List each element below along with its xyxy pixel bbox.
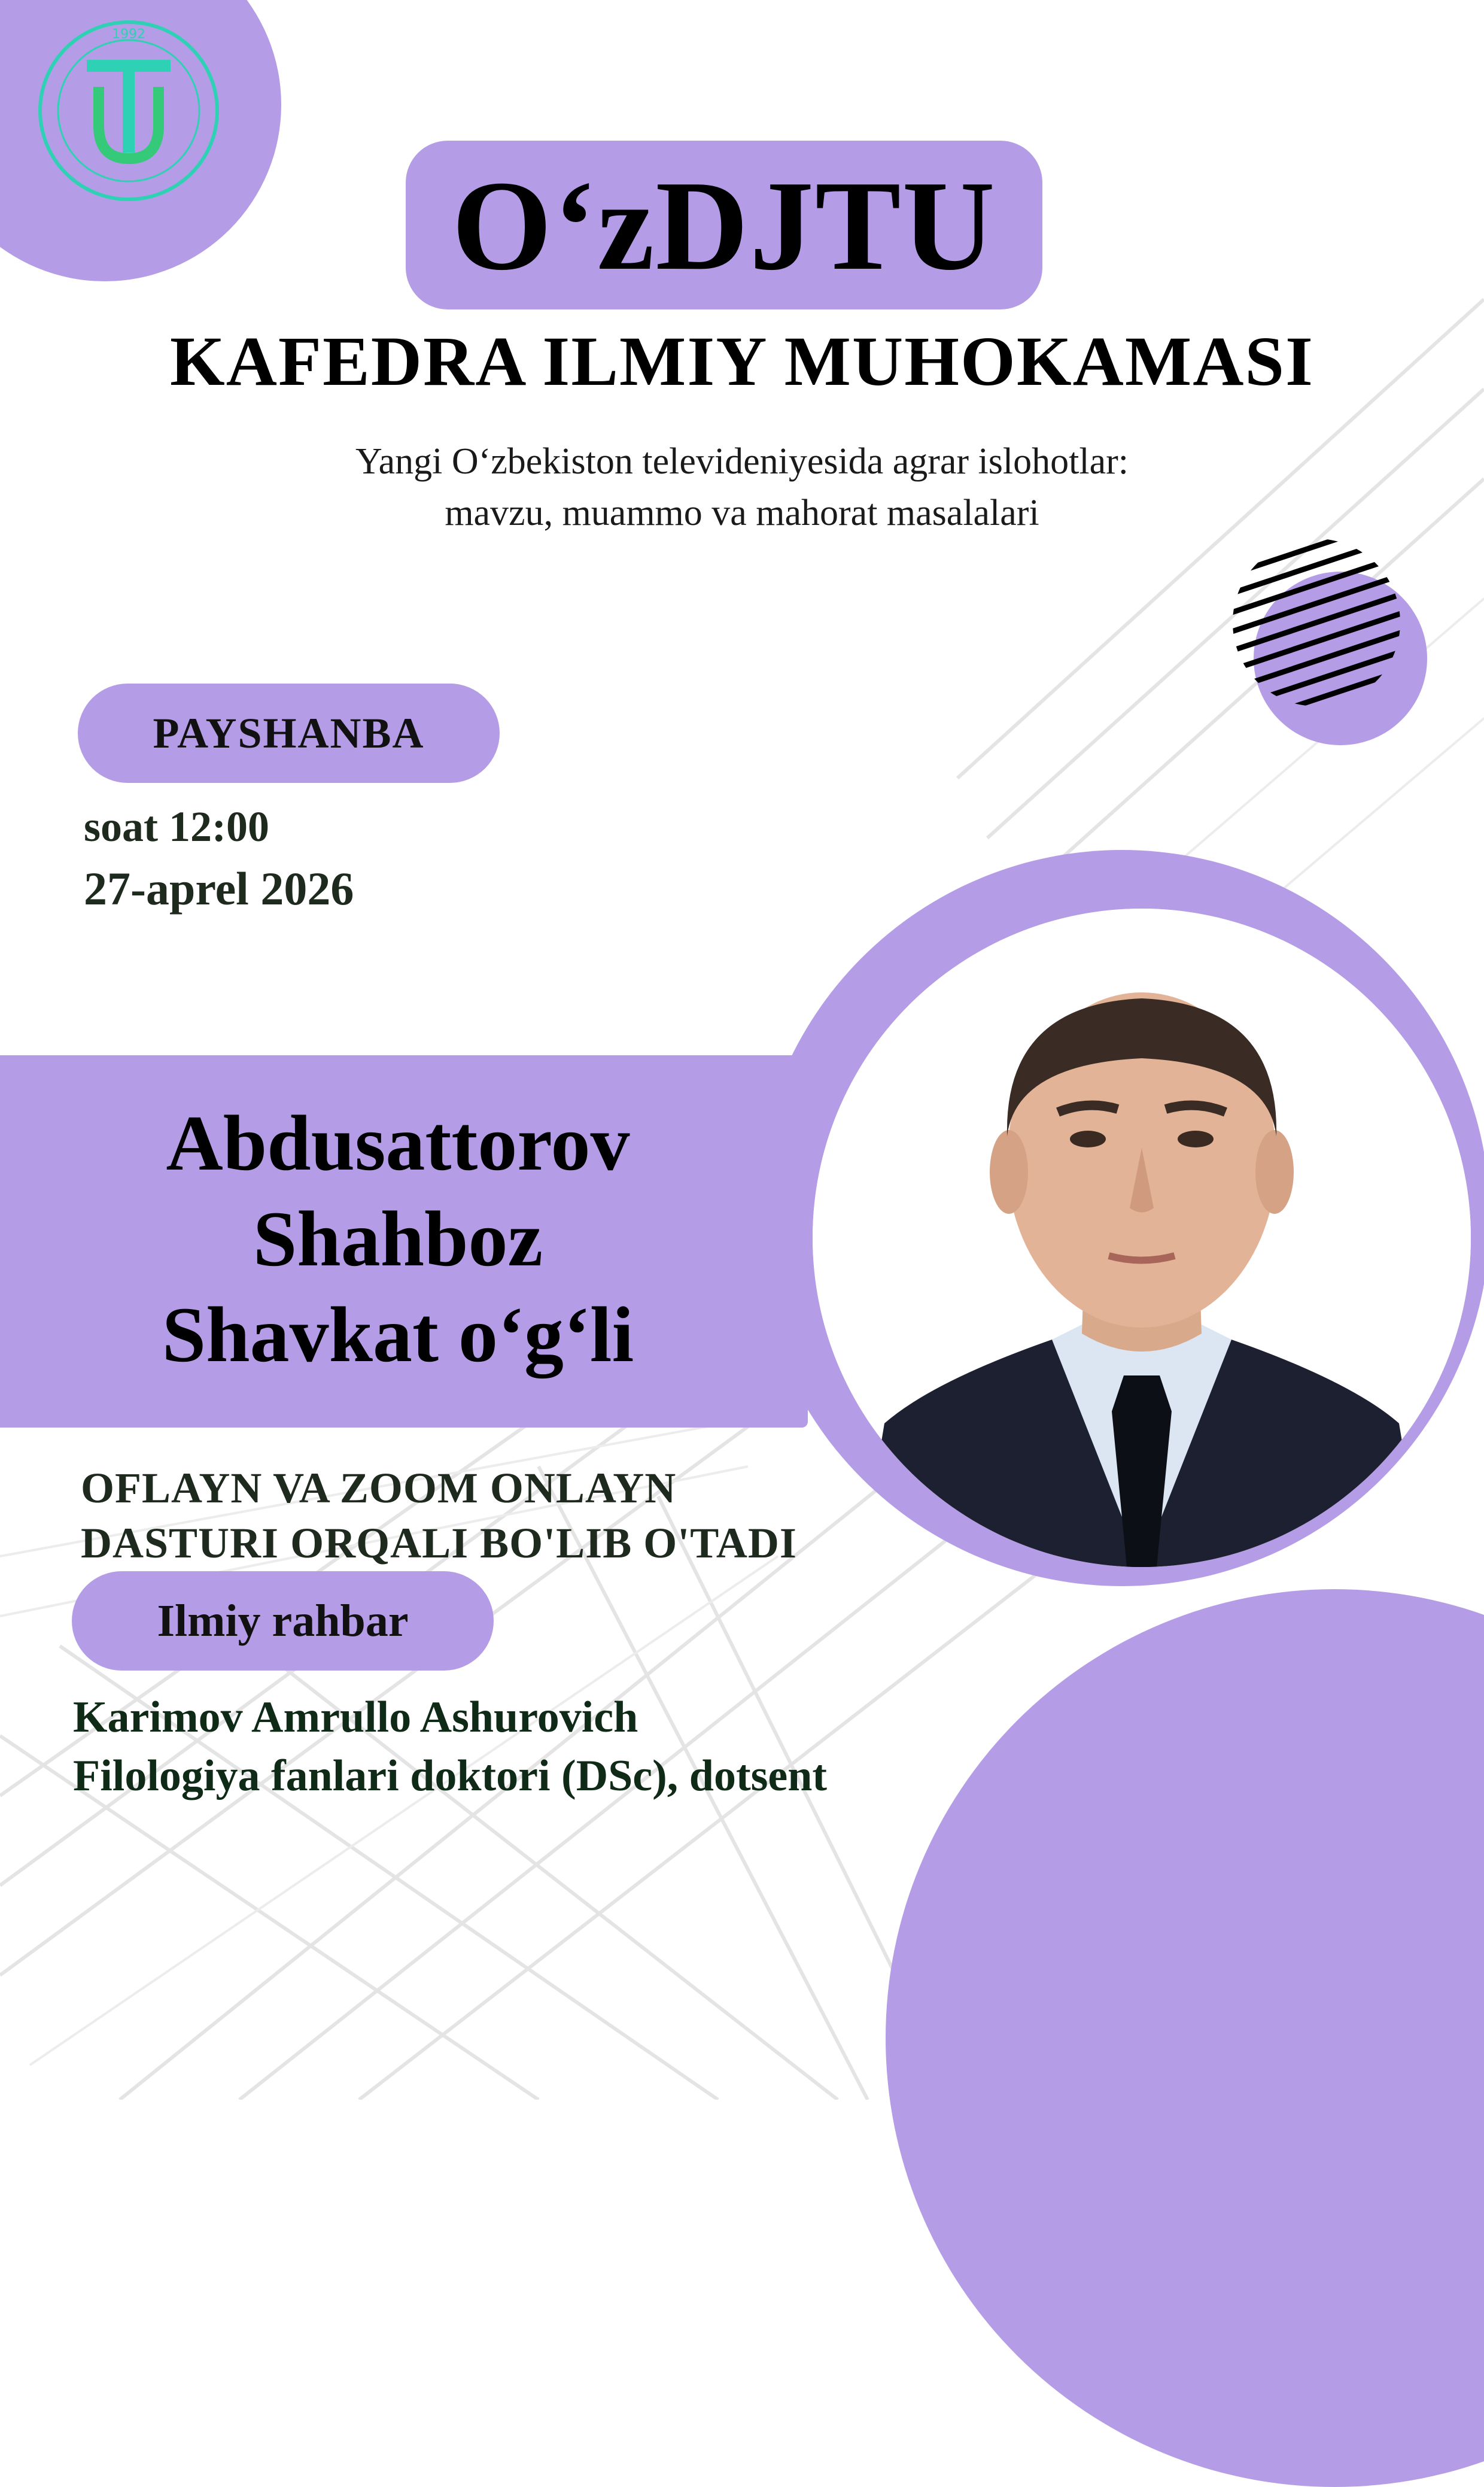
advisor-title: Filologiya fanlari doktori (DSc), dotsent	[73, 1751, 828, 1800]
page-title: O‘zDJTU	[452, 153, 996, 297]
day-pill	[78, 684, 500, 783]
candidate-photo	[813, 909, 1471, 1567]
format-line-1: OFLAYN VA ZOOM ONLAYN	[81, 1464, 677, 1512]
candidate-surname: Abdusattorov	[166, 1099, 630, 1187]
topic-line-1: Yangi O‘zbekiston televideniyesida agrar islohotlar:	[355, 441, 1129, 482]
event-subtitle: KAFEDRA ILMIY MUHOKAMASI	[170, 322, 1314, 400]
striped-circle-icon	[1227, 533, 1406, 712]
title-pill	[406, 141, 1042, 309]
advisor-label: Ilmiy rahbar	[157, 1595, 409, 1646]
topic-line-2: mavzu, muammo va mahorat masalalari	[445, 493, 1039, 533]
event-day: PAYSHANBA	[153, 709, 425, 757]
candidate-patronymic: Shavkat o‘g‘li	[162, 1290, 634, 1378]
university-logo-icon	[36, 18, 221, 204]
advisor-name: Karimov Amrullo Ashurovich	[73, 1693, 638, 1742]
format-line-2: DASTURI ORQALI BO'LIB O'TADI	[81, 1519, 797, 1567]
advisor-info	[73, 1688, 827, 1805]
event-time: soat 12:00	[84, 803, 269, 851]
advisor-pill	[72, 1571, 494, 1671]
candidate-first-name: Shahboz	[253, 1195, 543, 1283]
event-date: 27-aprel 2026	[84, 863, 354, 915]
person-portrait-icon	[813, 909, 1471, 1567]
event-format	[81, 1460, 797, 1571]
candidate-name	[0, 1095, 796, 1383]
research-topic	[0, 436, 1484, 539]
logo-year-text: 1992	[112, 27, 145, 42]
